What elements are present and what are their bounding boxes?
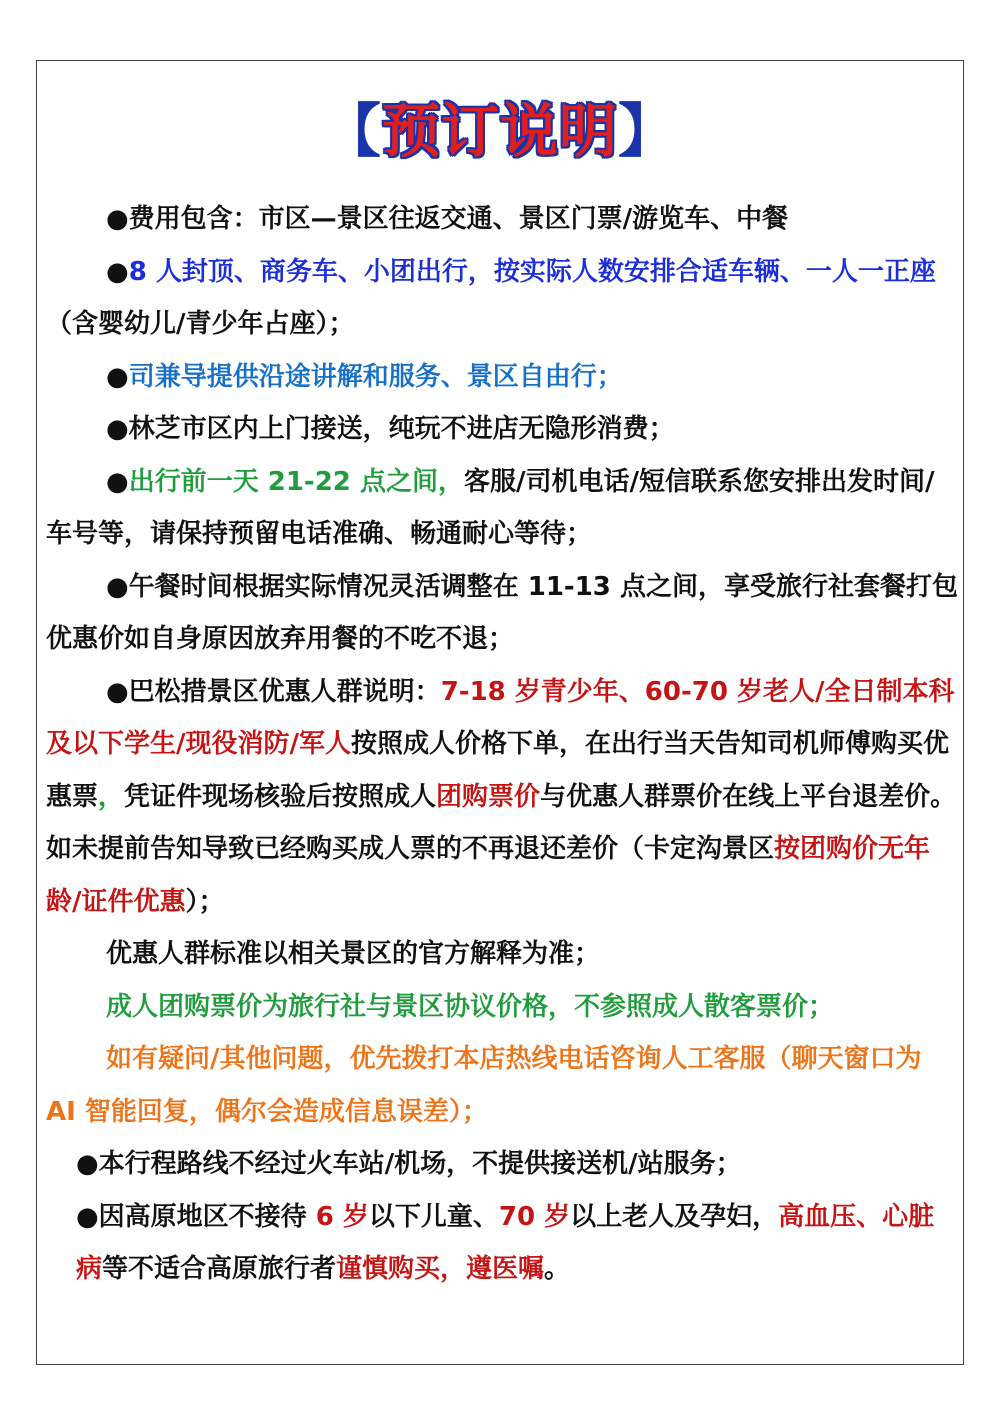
note-text: 等不适合高原旅行者	[102, 1254, 337, 1284]
title-open-bracket: 【	[322, 97, 382, 165]
note-text: ●林芝市区内上门接送，纯玩不进店无隐形消费；	[106, 414, 675, 444]
note-text: ●巴松措景区优惠人群说明：	[106, 676, 441, 707]
highlight-age-6: 6 岁	[315, 1201, 369, 1232]
highlight-max-8: 8 人封顶	[128, 256, 234, 287]
note-group-size	[46, 246, 958, 351]
highlight-driver-guide: 司兼导提供沿途讲解和服务、景区自由行；	[128, 361, 623, 392]
note-text: 以上老人及孕妇，	[570, 1201, 779, 1232]
note-text: 客服/司机电话/短信联系您安排出发时间/车号等，请保持预留电话准确、畅通耐心等待；	[46, 466, 935, 549]
highlight-contact-time: 出行前一天 21-22 点之间，	[128, 466, 464, 497]
highlight-seat: 按实际人数安排合适车辆、一人一正座	[493, 256, 936, 287]
highlight-group-price: 团购票价	[436, 781, 541, 812]
highlight-no-discount: 按团购价无年龄/证件优惠	[46, 834, 931, 917]
bullet: ●	[106, 256, 129, 287]
note-text: ●午餐时间根据实际情况灵活调整在 11-13 点之间，享受旅行社套餐打包优惠价如自身原因放弃用餐的不吃不退；	[46, 571, 958, 654]
note-altitude	[46, 1191, 958, 1296]
note-text: ●本行程路线不经过火车站/机场，不提供接送机/站服务；	[76, 1149, 742, 1179]
note-official-standard	[46, 928, 958, 981]
note-no-airport	[46, 1138, 958, 1191]
note-text: 凭证件现场核验后按照成人	[124, 781, 437, 812]
note-text: 与优惠人群票价在线上平台退差价。如未提前告知导致已经购买成人票的不再退还差价（卡定沟景区	[46, 781, 957, 864]
note-text: 成人团购票价为旅行社与景区协议价格，不参照成人散客票价；	[106, 991, 835, 1022]
highlight-conditions: 高血压、心脏病	[76, 1201, 935, 1284]
note-discount-groups	[46, 666, 958, 929]
note-contact	[46, 456, 958, 561]
note-text: ●费用包含：市区—景区往返交通、景区门票/游览车、中餐	[106, 204, 789, 234]
note-text: 。	[544, 1254, 571, 1284]
note-text: ，	[98, 781, 125, 812]
note-text: 如有疑问/其他问题，优先拨打本店热线电话咨询人工客服（聊天窗口为 AI 智能回复，偶尔会造成信息误差）；	[46, 1044, 922, 1127]
note-text: 以下儿童、	[368, 1201, 499, 1232]
note-text: 优惠人群标准以相关景区的官方解释为准；	[106, 939, 601, 969]
booking-notes	[46, 193, 958, 1296]
note-pickup	[46, 403, 958, 456]
note-driver-guide	[46, 351, 958, 404]
note-fees-included	[46, 193, 958, 246]
highlight-age-70: 70 岁	[498, 1201, 571, 1232]
bullet: ●	[106, 361, 129, 392]
bullet: ●	[106, 466, 129, 497]
note-lunch	[46, 561, 958, 666]
note-text: （含婴幼儿/青少年占座）；	[46, 309, 355, 339]
note-text: ）；	[185, 886, 225, 917]
title-text: 预订说明	[381, 97, 618, 165]
note-text: ●因高原地区不接待	[76, 1201, 316, 1232]
note-text: 、商务车、小团出行，	[233, 256, 494, 287]
page-title	[0, 96, 1000, 166]
title-close-bracket: 】	[618, 97, 678, 165]
note-group-price	[46, 981, 958, 1034]
note-hotline	[46, 1033, 958, 1138]
highlight-caution: 谨慎购买，遵医嘱	[336, 1254, 545, 1284]
note-text: 按照成人价格下单，在出行当天告知司机师傅购买优惠票	[46, 729, 950, 812]
highlight-discount-groups: 7-18 岁青少年、60-70 岁老人/全日制本科及以下学生/现役消防/军人	[46, 676, 955, 759]
